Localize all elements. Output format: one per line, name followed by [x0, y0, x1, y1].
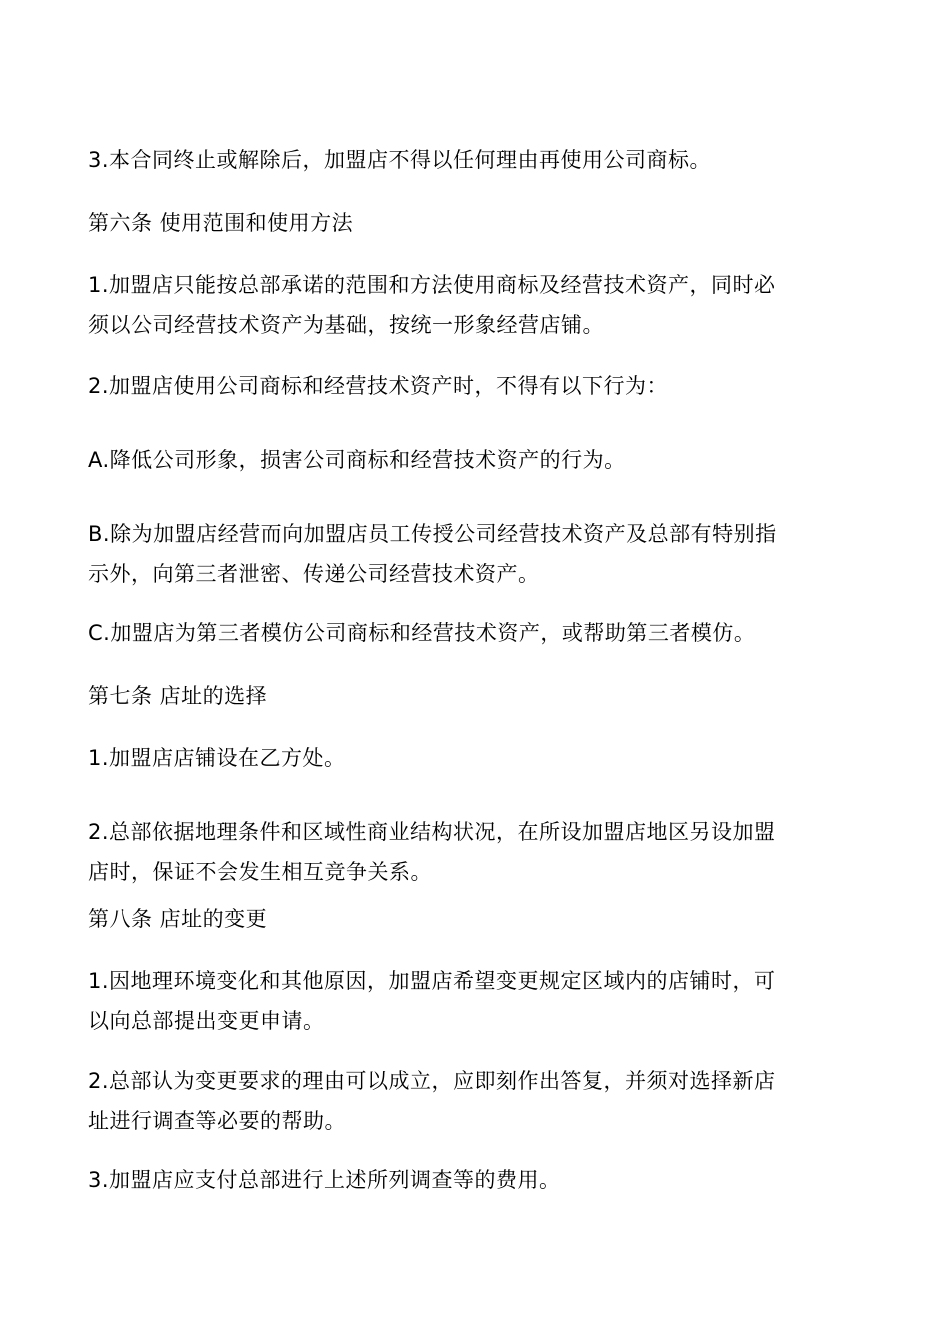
- paragraph-line: 须以公司经营技术资产为基础，按统一形象经营店铺。: [88, 313, 604, 337]
- paragraph-termination-trademark: [88, 140, 868, 180]
- paragraph-line: 3.加盟店应支付总部进行上述所列调查等的费用。: [88, 1168, 561, 1192]
- paragraph-line: 以向总部提出变更申请。: [88, 1009, 325, 1033]
- paragraph-change-approval: [88, 1061, 868, 1141]
- paragraph-line: C.加盟店为第三者模仿公司商标和经营技术资产，或帮助第三者模仿。: [88, 621, 756, 645]
- heading-article-6: [88, 203, 868, 243]
- paragraph-line: 1.加盟店只能按总部承诺的范围和方法使用商标及经营技术资产，同时必: [88, 273, 776, 297]
- paragraph-prohibited-acts: [88, 366, 868, 406]
- paragraph-line: 3.本合同终止或解除后，加盟店不得以任何理由再使用公司商标。: [88, 148, 712, 172]
- paragraph-line: 店时，保证不会发生相互竞争关系。: [88, 860, 432, 884]
- list-item-b: [88, 514, 868, 594]
- paragraph-line: 第八条 店址的变更: [88, 907, 268, 931]
- paragraph-line: A.降低公司形象，损害公司商标和经营技术资产的行为。: [88, 448, 626, 472]
- paragraph-usage-scope: [88, 265, 868, 345]
- paragraph-line: 第六条 使用范围和使用方法: [88, 211, 354, 235]
- paragraph-line: 1.加盟店店铺设在乙方处。: [88, 746, 346, 770]
- paragraph-line: 址进行调查等必要的帮助。: [88, 1109, 346, 1133]
- paragraph-line: B.除为加盟店经营而向加盟店员工传授公司经营技术资产及总部有特别指: [88, 522, 777, 546]
- paragraph-store-location: [88, 738, 868, 778]
- paragraph-survey-fees: [88, 1160, 868, 1200]
- paragraph-line: 示外，向第三者泄密、传递公司经营技术资产。: [88, 562, 540, 586]
- paragraph-line: 2.总部认为变更要求的理由可以成立，应即刻作出答复，并须对选择新店: [88, 1069, 776, 1093]
- paragraph-line: 第七条 店址的选择: [88, 684, 268, 708]
- heading-article-8: [88, 899, 868, 939]
- paragraph-change-request: [88, 961, 868, 1041]
- paragraph-line: 1.因地理环境变化和其他原因，加盟店希望变更规定区域内的店铺时，可: [88, 969, 776, 993]
- list-item-a: [88, 440, 868, 480]
- paragraph-non-competition: [88, 812, 868, 892]
- paragraph-line: 2.加盟店使用公司商标和经营技术资产时，不得有以下行为：: [88, 374, 669, 398]
- paragraph-line: 2.总部依据地理条件和区域性商业结构状况，在所设加盟店地区另设加盟: [88, 820, 776, 844]
- heading-article-7: [88, 676, 868, 716]
- list-item-c: [88, 613, 868, 653]
